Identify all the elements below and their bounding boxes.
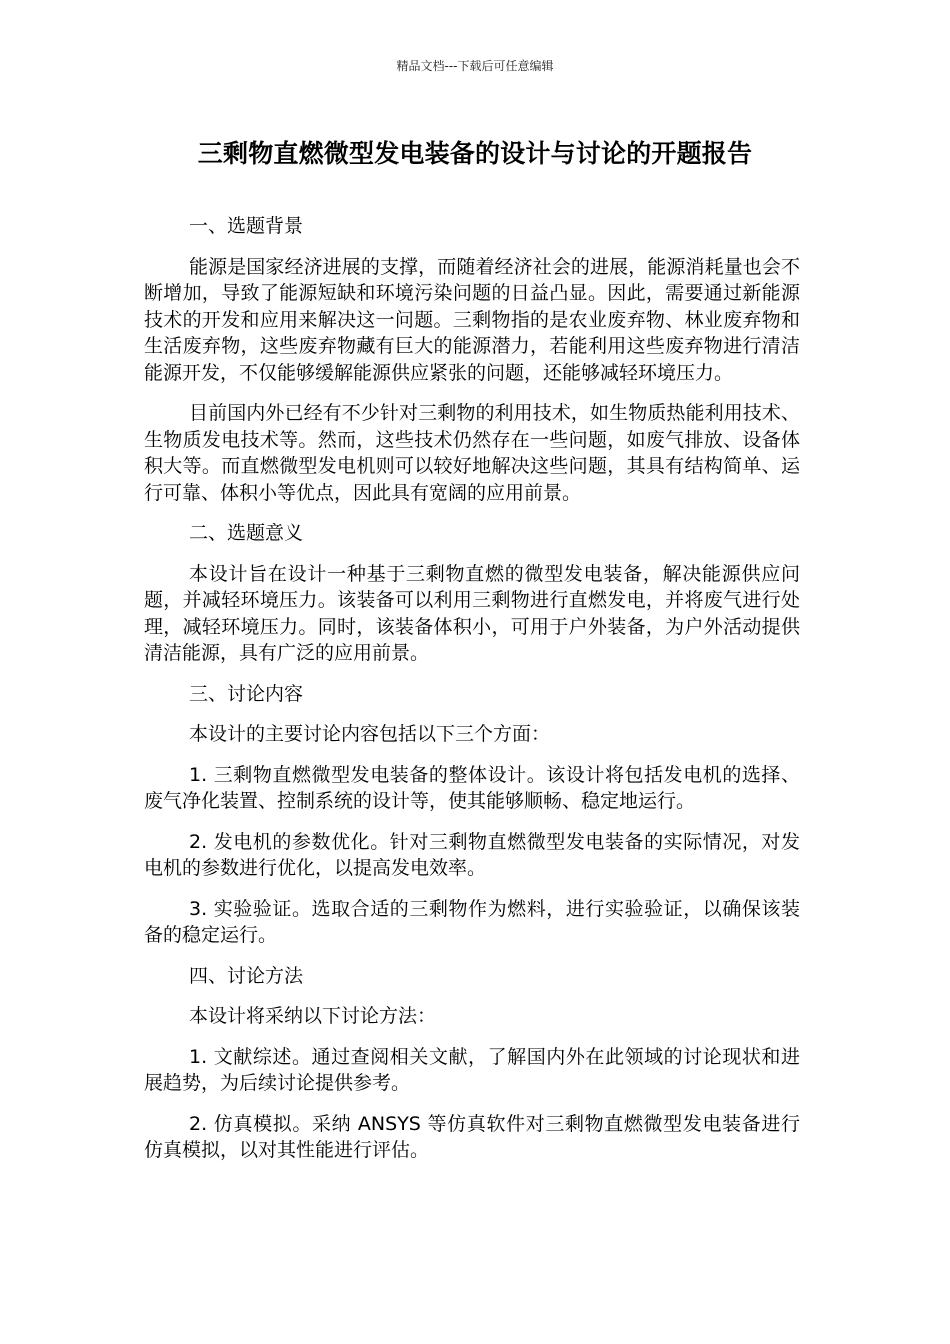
page-header-watermark: 精品文档---下载后可任意编辑: [396, 59, 554, 73]
list-item: 1. 三剩物直燃微型发电装备的整体设计。该设计将包括发电机的选择、废气净化装置、控制系统的设计等，使其能够顺畅、稳定地运行。: [144, 763, 800, 812]
paragraph: 本设计旨在设计一种基于三剩物直燃的微型发电装备，解决能源供应问题，并减轻环境压力。该装备可以利用三剩物进行直燃发电，并将废气进行处理，减轻环境压力。同时，该装备体积小，可用于户外装备，为户外活动提供清洁能源，具有广泛的应用前景。: [144, 562, 800, 664]
list-item: 2. 发电机的参数优化。针对三剩物直燃微型发电装备的实际情况，对发电机的参数进行优化，以提高发电效率。: [144, 830, 800, 879]
paragraph: 本设计的主要讨论内容包括以下三个方面：: [189, 723, 551, 745]
section-heading-background: 一、选题背景: [189, 215, 304, 237]
list-item: 1. 文献综述。通过查阅相关文献，了解国内外在此领域的讨论现状和进展趋势，为后续讨论提供参考。: [144, 1045, 800, 1094]
document-title: 三剩物直燃微型发电装备的设计与讨论的开题报告: [197, 139, 753, 168]
section-heading-significance: 二、选题意义: [189, 522, 304, 544]
section-heading-methods: 四、讨论方法: [189, 964, 304, 987]
list-item: 3. 实验验证。选取合适的三剩物作为燃料，进行实验验证，以确保该装备的稳定运行。: [144, 897, 800, 946]
paragraph: 目前国内外已经有不少针对三剩物的利用技术，如生物质热能利用技术、生物质发电技术等。然而，这些技术仍然存在一些问题，如废气排放、设备体积大等。而直燃微型发电机则可以较好地解决这些问题，其具有结构简单、运行可靠、体积小等优点，因此具有宽阔的应用前景。: [144, 402, 800, 504]
paragraph: 能源是国家经济进展的支撑，而随着经济社会的进展，能源消耗量也会不断增加，导致了能源短缺和环境污染问题的日益凸显。因此，需要通过新能源技术的开发和应用来解决这一问题。三剩物指的是农业废弃物、林业废弃物和生活废弃物，这些废弃物藏有巨大的能源潜力，若能利用这些废弃物进行清洁能源开发，不仅能够缓解能源供应紧张的问题，还能够减轻环境压力。: [144, 255, 800, 384]
list-item: 2. 仿真模拟。采纳 ANSYS 等仿真软件对三剩物直燃微型发电装备进行仿真模拟，以对其性能进行评估。: [144, 1112, 800, 1161]
section-heading-content: 三、讨论内容: [189, 682, 304, 705]
paragraph: 本设计将采纳以下讨论方法：: [189, 1005, 437, 1027]
document-body: [144, 213, 800, 1178]
